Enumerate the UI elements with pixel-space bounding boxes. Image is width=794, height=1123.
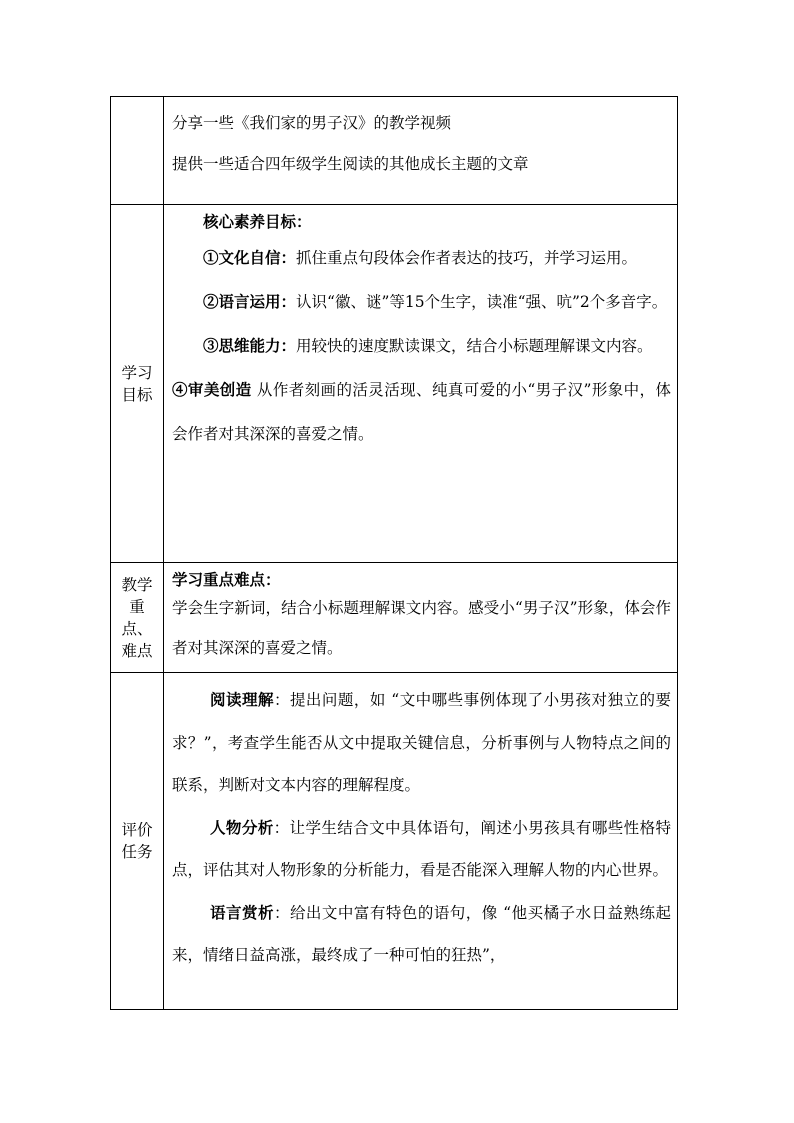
objective-item-1 — [172, 236, 671, 280]
objective-3-text: 用较快的速度默读课文，结合小标题理解课文内容。 — [296, 337, 653, 355]
objective-2-text: 认识“徽、谜”等15个生字，读准“强、吭”2个多音字。 — [296, 293, 668, 311]
key-points-row — [111, 563, 678, 673]
objective-item-4 — [172, 368, 671, 456]
assessment-2-text: ：让学生结合文中具体语句，阐述小男孩具有哪些性格特点，评估其对人物形象的分析能力，看是否能深入理解人物的内心世界。 — [172, 818, 671, 879]
objective-3-title: ③思维能力： — [203, 336, 297, 355]
key-points-heading: 学习重点难点： — [172, 570, 281, 589]
assessment-1-text: ：提出问题，如 “文中哪些事例体现了小男孩对独立的要求？”，考查学生能否从文中提取关键信息，分析事例与人物特点之间的联系，判断对文本内容的理解程度。 — [172, 691, 671, 794]
assessment-2-title: 人物分析 — [210, 817, 274, 837]
assessment-3-title: 语言赏析 — [210, 902, 274, 922]
assessment-label: 评价任务 — [121, 821, 153, 861]
objectives-heading: 核心素养目标： — [203, 212, 312, 231]
assessment-item-2 — [172, 807, 671, 892]
resources-label-cell — [111, 97, 164, 205]
resource-line-2: 提供一些适合四年级学生阅读的其他成长主题的文章 — [172, 155, 529, 173]
objectives-label-cell — [111, 205, 164, 563]
assessment-content-cell — [164, 673, 678, 1010]
objective-4-title: ④审美创造 — [172, 380, 252, 399]
assessment-row — [111, 673, 678, 1010]
objective-1-text: 抓住重点句段体会作者表达的技巧，并学习运用。 — [296, 249, 638, 267]
objective-1-title: ①文化自信： — [203, 248, 297, 267]
resources-row — [111, 97, 678, 205]
assessment-3-text: ：给出文中富有特色的语句，像 “他买橘子水日益熟练起来，情绪日益高涨，最终成了一种可怕的狂热”， — [172, 903, 671, 964]
objectives-row — [111, 205, 678, 563]
resource-line-1: 分享一些《我们家的男子汉》的教学视频 — [172, 114, 452, 132]
assessment-label-cell — [111, 673, 164, 1010]
objective-item-2 — [172, 280, 671, 324]
assessment-item-3 — [172, 892, 671, 977]
lesson-plan-table — [110, 96, 678, 1010]
objective-item-3 — [172, 324, 671, 368]
key-points-label-cell — [111, 563, 164, 673]
objectives-content-cell — [164, 205, 678, 563]
assessment-1-title: 阅读理解 — [210, 690, 274, 709]
key-points-text: 学会生字新词，结合小标题理解课文内容。感受小“男子汉”形象，体会作者对其深深的喜爱之情。 — [172, 599, 671, 657]
key-points-content-cell — [164, 563, 678, 673]
assessment-item-1 — [172, 679, 671, 807]
resources-content-cell — [164, 97, 678, 205]
objective-2-title: ②语言运用： — [203, 292, 297, 311]
objective-4-text: 从作者刻画的活灵活现、纯真可爱的小“男子汉”形象中，体会作者对其深深的喜爱之情。 — [172, 381, 671, 443]
objectives-label: 学习目标 — [121, 363, 153, 404]
key-points-label: 教学重点、难点 — [121, 575, 153, 660]
